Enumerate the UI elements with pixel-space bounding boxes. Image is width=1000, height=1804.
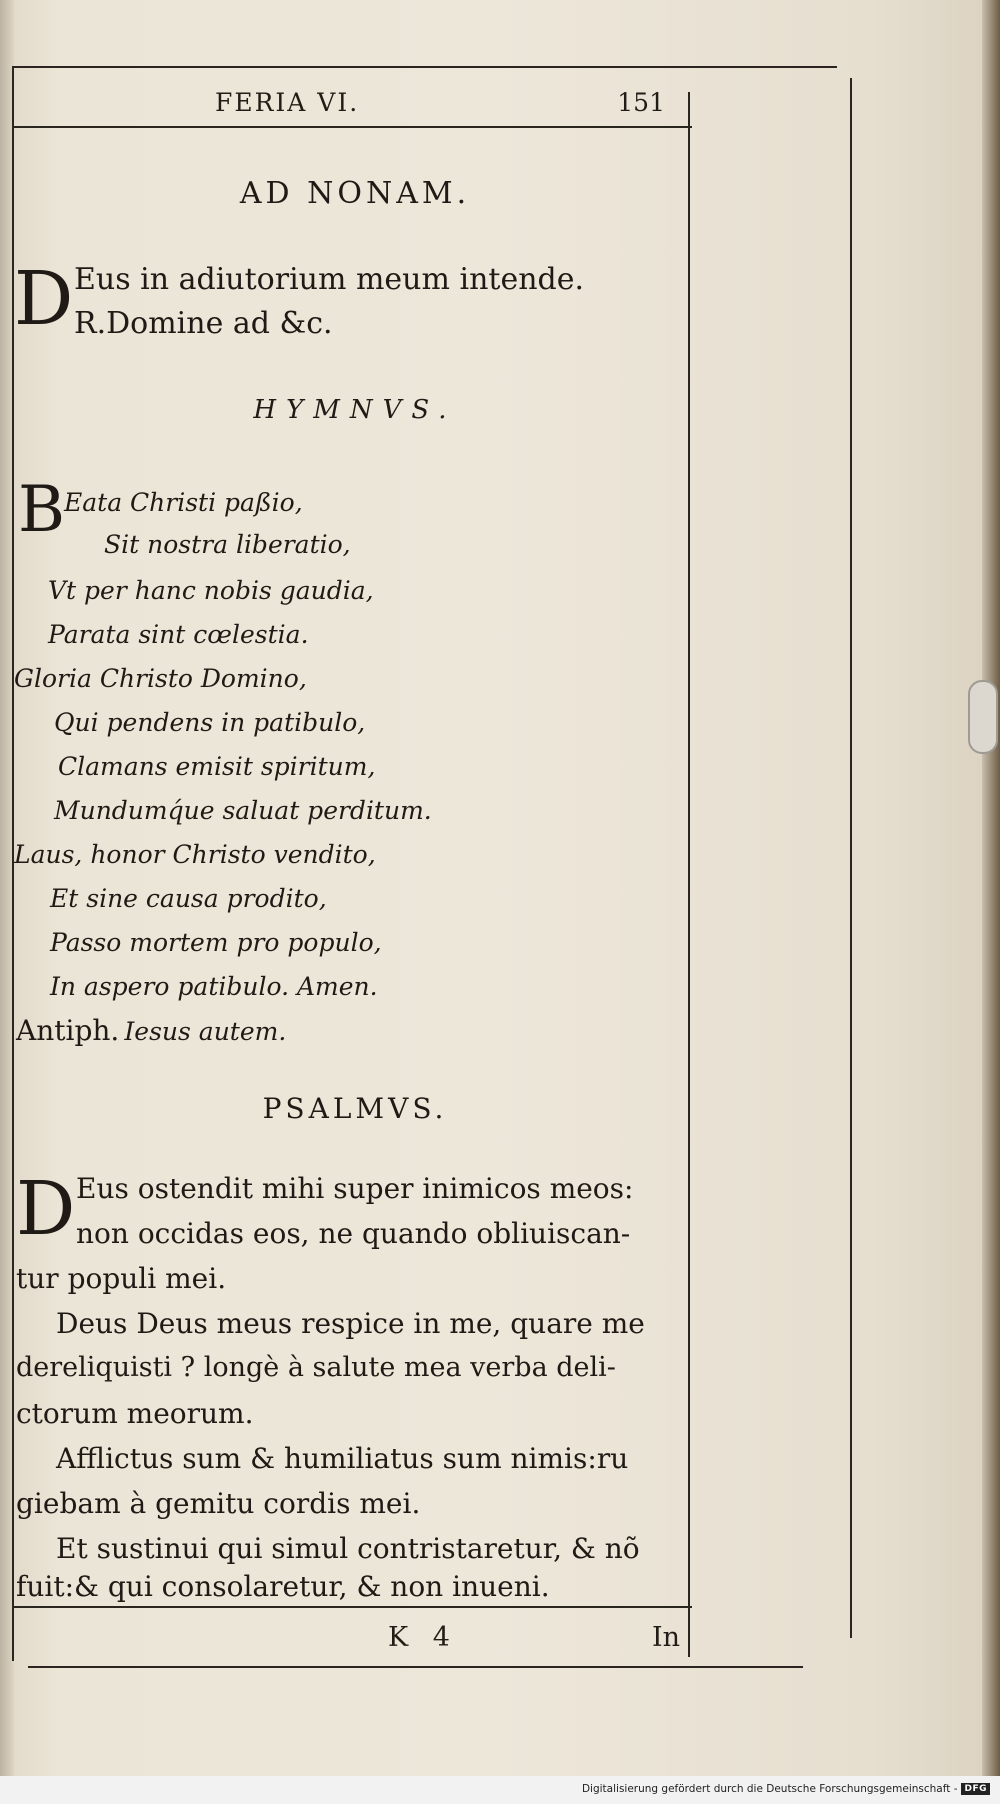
psalm-line: Afflictus sum & humiliatus sum nimis:ru (56, 1442, 629, 1475)
hymn-line: Vt per hanc nobis gaudia, (48, 576, 374, 605)
hymn-line: Sit nostra liberatio, (104, 530, 351, 559)
page-clip-icon (968, 680, 998, 754)
outer-right-rule (850, 78, 852, 1638)
bottom-border-rule (28, 1666, 803, 1668)
hymn-line: Gloria Christo Domino, (14, 664, 307, 693)
text-column-right-rule (688, 92, 690, 1657)
section-title: AD NONAM. (239, 176, 471, 211)
footer-rule (12, 1606, 692, 1608)
psalm-title: PSALMVS. (262, 1092, 448, 1125)
hymn-line: Laus, honor Christo vendito, (14, 840, 376, 869)
hymn-line: Parata sint cœlestia. (48, 620, 309, 649)
hymn-line: Mundumq́ue saluat perditum. (54, 796, 432, 825)
hymn-line: Passo mortem pro populo, (50, 928, 382, 957)
psalm-line: ctorum meorum. (16, 1397, 254, 1430)
psalm-line: dereliquisti ? longè à salute mea verba deli- (16, 1352, 616, 1383)
psalm-line: non occidas eos, ne quando obliuiscan- (76, 1217, 631, 1250)
hymn-line: In aspero patibulo. Amen. (50, 972, 378, 1001)
psalm-line: tur populi mei. (16, 1262, 227, 1295)
psalm-line: giebam à gemitu cordis mei. (16, 1487, 421, 1520)
digitization-credit (582, 1783, 990, 1795)
psalm-line: Eus ostendit mihi super inimicos meos: (76, 1172, 634, 1205)
signature-mark: K 4 (388, 1622, 458, 1653)
page-number: 151 (617, 88, 665, 117)
running-title: FERIA VI. (215, 88, 360, 117)
drop-cap-invocation: D (14, 256, 74, 342)
drop-cap-hymn: B (18, 473, 66, 547)
antiphon-text: Iesus autem. (124, 1017, 287, 1046)
header-rule (12, 126, 692, 128)
hymn-line: Et sine causa prodito, (50, 884, 327, 913)
invocation-line: R.Domine ad &c. (74, 306, 333, 341)
hymn-title: HYMNVS. (253, 395, 457, 425)
antiphon-label: Antiph. (16, 1014, 120, 1047)
invocation-line: Eus in adiutorium meum intende. (74, 262, 585, 297)
hymn-line: Eata Christi paßio, (64, 488, 303, 517)
credit-text: Digitalisierung gefördert durch die Deutsche Forschungsgemeinschaft - (581, 1783, 958, 1795)
psalm-line: Et sustinui qui simul contristaretur, & nõ (56, 1532, 640, 1565)
dfg-logo-icon: DFG (961, 1783, 990, 1795)
hymn-line: Clamans emisit spiritum, (58, 752, 376, 781)
page-header (15, 88, 695, 122)
book-fore-edge (982, 0, 1000, 1790)
hymn-line: Qui pendens in patibulo, (54, 708, 366, 737)
top-border-rule (12, 66, 837, 68)
catchword: In (652, 1622, 681, 1653)
psalm-line: fuit:& qui consolaretur, & non inueni. (16, 1570, 550, 1603)
drop-cap-psalm: D (16, 1166, 76, 1252)
psalm-line: Deus Deus meus respice in me, quare me (56, 1307, 645, 1340)
antiphon-line (16, 1014, 286, 1047)
